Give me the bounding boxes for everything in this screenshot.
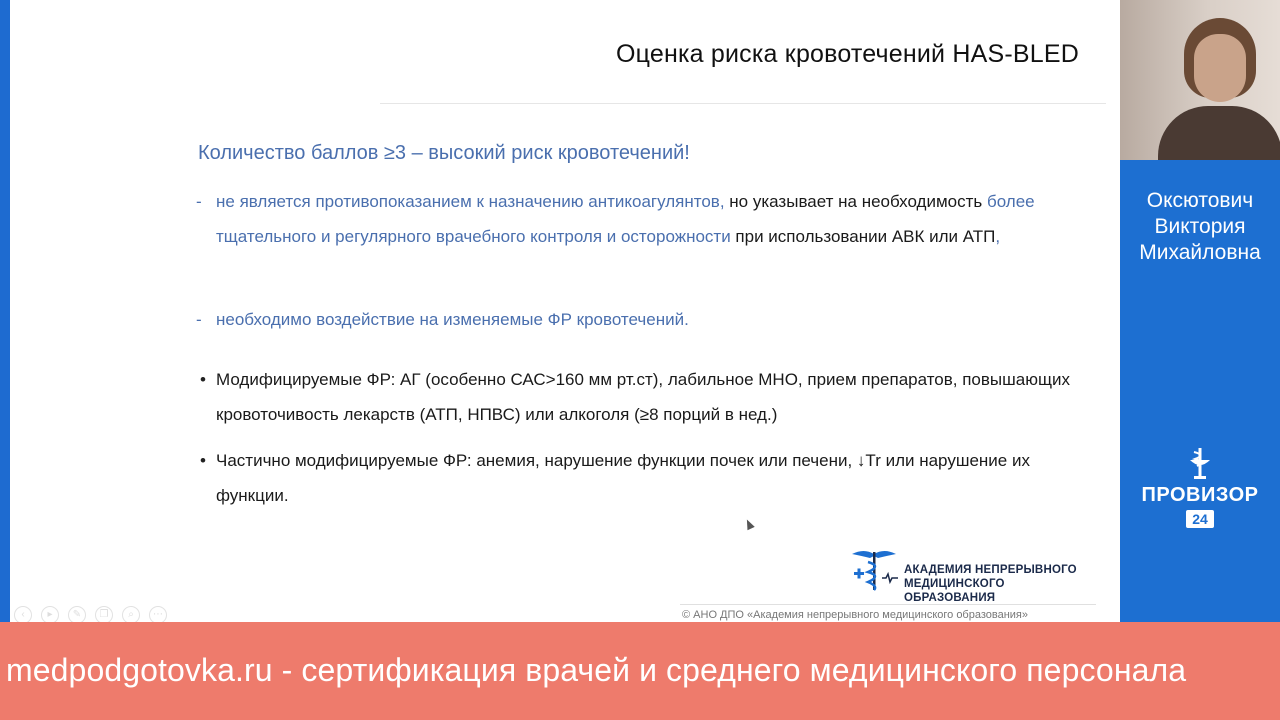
more-icon[interactable]: ⋯ [149, 606, 167, 624]
copy-icon[interactable]: ❐ [95, 606, 113, 624]
presenter-webcam [1120, 0, 1280, 160]
list-dash: - [196, 310, 202, 329]
brand-number-badge: 24 [1186, 510, 1214, 528]
item1-part5: , [995, 227, 1001, 246]
brand-name: ПРОВИЗОР [1141, 484, 1259, 506]
list-dash: - [196, 192, 202, 211]
list-item-contraindication [216, 184, 1096, 254]
academy-name-line2: МЕДИЦИНСКОГО ОБРАЗОВАНИЯ [904, 578, 1005, 604]
slide-title: Оценка риска кровотечений HAS-BLED [615, 40, 1079, 68]
footer-divider [680, 604, 1096, 605]
mouse-cursor-icon [743, 518, 754, 530]
play-icon[interactable]: ▸ [41, 606, 59, 624]
item1-part2: но указывает на необходимость [724, 192, 987, 211]
left-accent-bar [0, 0, 10, 622]
bullet-modifiable-factors: Модифицируемые ФР: АГ (особенно САС>160 мм рт.ст), лабильное МНО, прием препаратов, повышающих кровоточивость лекарств (АТП, НПВС) или алкоголя (≥8 порций в нед.) [216, 370, 1070, 424]
presenter-name [1120, 188, 1280, 266]
item1-part3: более тщательного и регулярного врачебного контроля и осторожности [216, 192, 1035, 246]
title-divider [380, 103, 1106, 104]
bullet-marker: • [200, 370, 206, 389]
bullet-marker: • [200, 451, 206, 470]
presenter-surname: Оксютович [1146, 189, 1254, 212]
list-item-risk-factors: необходимо воздействие на изменяемые ФР кровотечений. [216, 310, 689, 329]
item1-part1: не является противопоказанием к назначению антикоагулянтов, [216, 192, 725, 211]
copyright-text: © АНО ДПО «Академия непрерывного медицинского образования» [682, 609, 1029, 621]
presenter-first-name: Виктория [1154, 215, 1246, 238]
slide-heading: Количество баллов ≥3 – высокий риск кровотечений! [198, 142, 690, 164]
provizor-logo [1120, 446, 1280, 529]
caduceus-logo-icon [848, 546, 900, 592]
presenter-sidebar [1120, 0, 1280, 622]
promo-banner[interactable] [0, 622, 1280, 720]
presenter-patronymic: Михайловна [1139, 241, 1261, 264]
academy-logo-block [848, 546, 1098, 604]
item1-part4: при использовании АВК или АТП [730, 227, 996, 246]
promo-banner-text: medpodgotovka.ru - сертификация врачей и среднего медицинского персонала [6, 652, 1187, 688]
presentation-slide [10, 0, 1120, 622]
prev-icon[interactable]: ‹ [14, 606, 32, 624]
pen-icon[interactable]: ✎ [68, 606, 86, 624]
academy-name-line1: АКАДЕМИЯ НЕПРЕРЫВНОГО [904, 564, 1077, 576]
bowl-of-hygieia-icon [1185, 446, 1215, 480]
zoom-icon[interactable]: ⌕ [122, 606, 140, 624]
bullet-partially-modifiable-factors: Частично модифицируемые ФР: анемия, нарушение функции почек или печени, ↓Tr или нарушение их функции. [216, 451, 1030, 505]
academy-name [904, 563, 1098, 605]
